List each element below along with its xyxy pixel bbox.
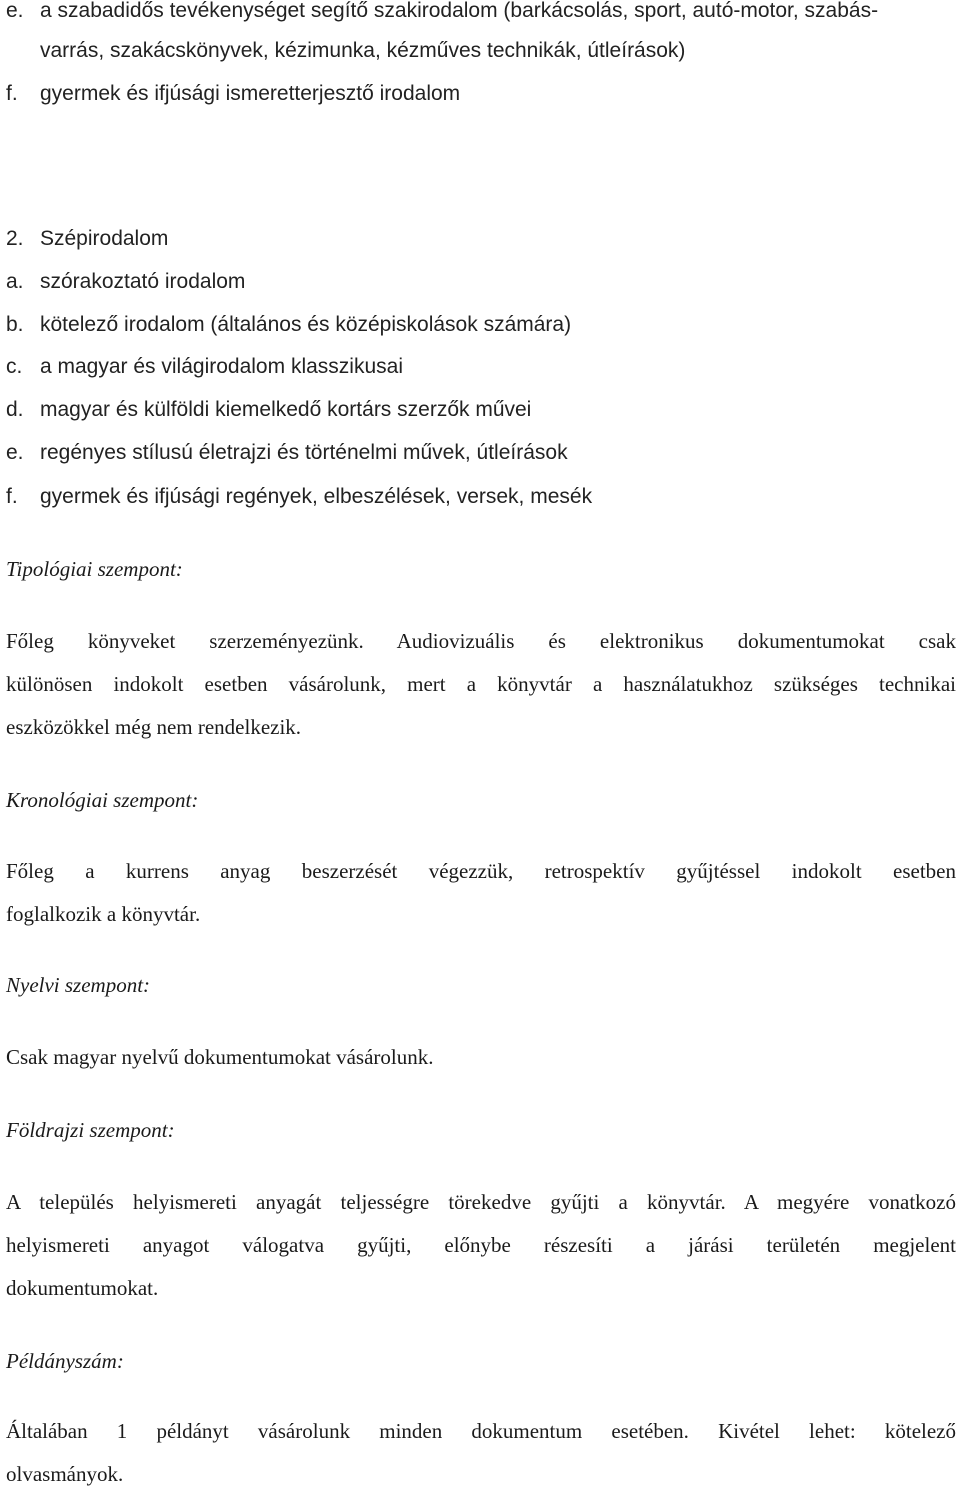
list-marker: c. xyxy=(6,355,23,378)
paragraph-line: eszközökkel még nem rendelkezik. xyxy=(6,715,302,739)
paragraph-line: Csak magyar nyelvű dokumentumokat vásárolunk. xyxy=(6,1045,434,1069)
list-item xyxy=(6,440,568,466)
list-item xyxy=(6,0,878,24)
list-marker: e. xyxy=(6,441,24,464)
paragraph-kronologiai xyxy=(6,850,956,936)
paragraph-line: különösen indokolt esetben vásárolunk, mert a könyvtár a használatukhoz szükséges technikai xyxy=(6,672,956,696)
list-marker: f. xyxy=(6,82,18,105)
list-item-text: gyermek és ifjúsági ismeretterjesztő irodalom xyxy=(40,82,461,105)
section-heading-nyelvi: Nyelvi szempont: xyxy=(6,973,151,997)
paragraph-line: A település helyismereti anyagát teljességre törekedve gyűjti a könyvtár. A megyére vonatkozó xyxy=(6,1190,956,1214)
paragraph-foldrajzi xyxy=(6,1181,956,1310)
list-item xyxy=(6,354,403,380)
list-marker: b. xyxy=(6,313,24,336)
list-marker: f. xyxy=(6,485,18,508)
list-item-text: szórakoztató irodalom xyxy=(40,270,246,293)
paragraph-line: foglalkozik a könyvtár. xyxy=(6,902,201,926)
paragraph-line: Főleg könyveket szerzeményezünk. Audiovizuális és elektronikus dokumentumokat csak xyxy=(6,629,956,653)
section-heading-tipologiai: Tipológiai szempont: xyxy=(6,557,183,581)
paragraph-peldanyszam xyxy=(6,1410,956,1496)
list-item-continuation xyxy=(6,38,685,64)
section-heading-foldrajzi: Földrajzi szempont: xyxy=(6,1118,175,1142)
section-heading-peldanyszam: Példányszám: xyxy=(6,1349,124,1373)
list-item-text: kötelező irodalom (általános és középiskolások számára) xyxy=(40,313,572,336)
paragraph-tipologiai xyxy=(6,620,956,749)
section-title xyxy=(6,226,168,252)
paragraph-line: dokumentumokat. xyxy=(6,1276,159,1300)
paragraph-line: Főleg a kurrens anyag beszerzését végezzük, retrospektív gyűjtéssel indokolt esetben xyxy=(6,859,956,883)
list-item-text: gyermek és ifjúsági regények, elbeszélések, versek, mesék xyxy=(40,485,593,508)
section-heading-kronologiai: Kronológiai szempont: xyxy=(6,788,199,812)
list-item-text: a magyar és világirodalom klasszikusai xyxy=(40,355,403,378)
list-item-text: regényes stílusú életrajzi és történelmi művek, útleírások xyxy=(40,441,568,464)
section-number: 2. xyxy=(6,227,24,250)
paragraph-line: helyismereti anyagot válogatva gyűjti, előnybe részesíti a járási területén megjelent xyxy=(6,1233,956,1257)
list-marker: a. xyxy=(6,270,24,293)
list-item xyxy=(6,312,571,338)
list-item xyxy=(6,269,245,295)
list-marker: d. xyxy=(6,398,24,421)
list-item-text: a szabadidős tevékenységet segítő szakirodalom (barkácsolás, sport, autó-motor, szabás- xyxy=(40,0,879,22)
list-item xyxy=(6,397,531,423)
section-title-text: Szépirodalom xyxy=(40,227,169,250)
list-marker: e. xyxy=(6,0,24,22)
list-item xyxy=(6,81,460,107)
list-item xyxy=(6,484,592,510)
paragraph-line: Általában 1 példányt vásárolunk minden dokumentum esetében. Kivétel lehet: kötelező xyxy=(6,1419,956,1443)
paragraph-nyelvi xyxy=(6,1036,956,1079)
list-item-text: magyar és külföldi kiemelkedő kortárs szerzők művei xyxy=(40,398,532,421)
paragraph-line: olvasmányok. xyxy=(6,1462,124,1486)
list-item-text: varrás, szakácskönyvek, kézimunka, kézműves technikák, útleírások) xyxy=(40,39,686,62)
